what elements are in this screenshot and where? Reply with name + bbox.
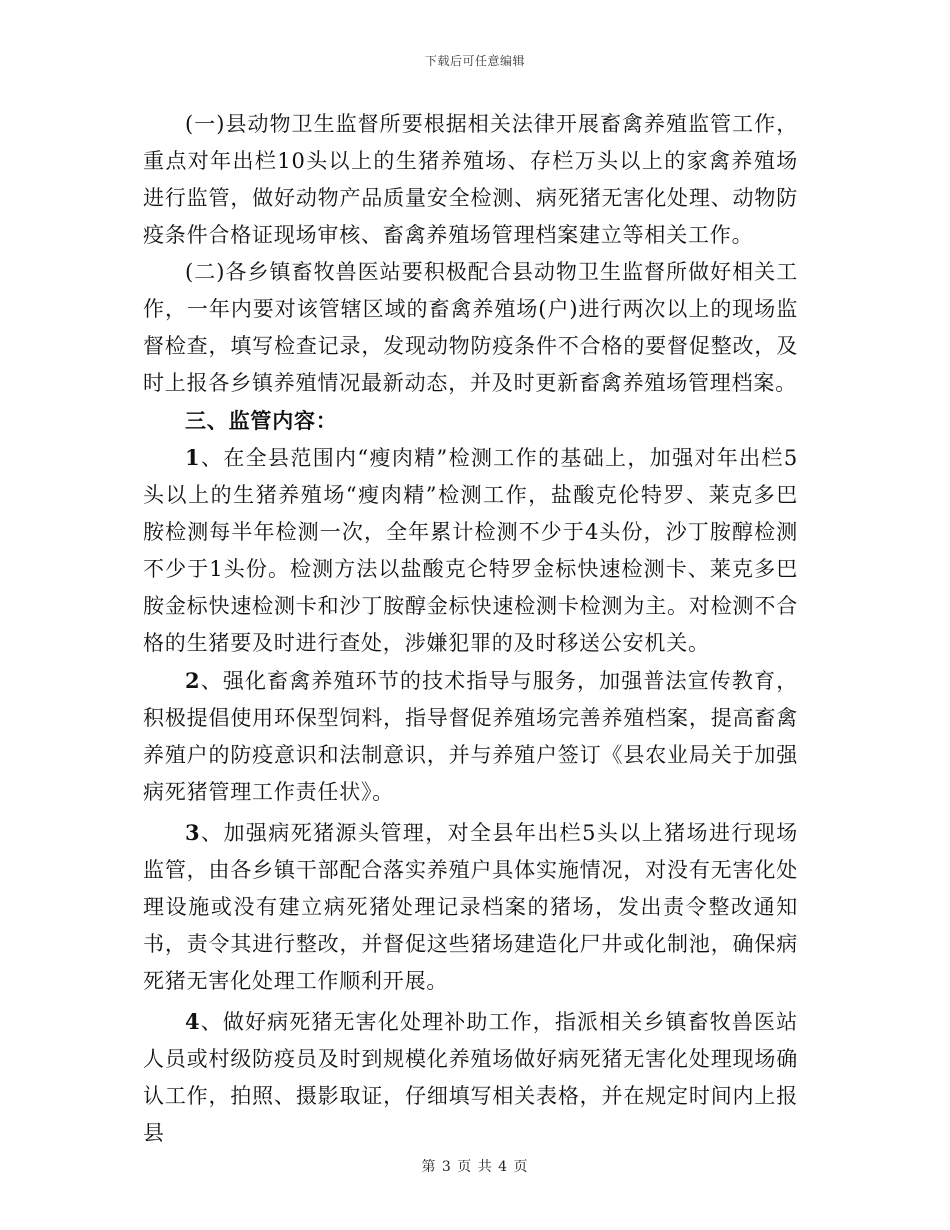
- paragraph-2: [143, 254, 798, 402]
- item-4-text: 、做好病死猪无害化处理补助工作，指派相关乡镇畜牧兽医站人员或村级防疫员及时到规模化养殖场做好病死猪无害化处理现场确认工作，拍照、摄影取证，仔细填写相关表格，并在规定时间内上报县: [143, 1010, 798, 1145]
- item-3-number: 3: [185, 820, 201, 845]
- page-footer: 第 3 页 共 4 页: [421, 1159, 529, 1175]
- item-1-text: 、在全县范围内“瘦肉精”检测工作的基础上，加强对年出栏5头以上的生猪养殖场“瘦肉精”检测工作，盐酸克伦特罗、莱克多巴胺检测每半年检测一次，全年累计检测不少于4头份，沙丁胺醇检测不少于1头份。检测方法以盐酸克仑特罗金标快速检测卡、莱克多巴胺金标快速检测卡和沙丁胺醇金标快速检测卡检测为主。对检测不合格的生猪要及时进行查处，涉嫌犯罪的及时移送公安机关。: [143, 446, 798, 655]
- paragraph-item-2: [143, 662, 798, 811]
- item-2-number: 2: [185, 668, 201, 693]
- item-3-text: 、加强病死猪源头管理，对全县年出栏5头以上猪场进行现场监管，由各乡镇干部配合落实养殖户具体实施情况，对没有无害化处理设施或没有建立病死猪处理记录档案的猪场，发出责令整改通知书，责令其进行整改，并督促这些猪场建造化尸井或化制池，确保病死猪无害化处理工作顺利开展。: [143, 821, 798, 993]
- paragraph-item-4: [143, 1003, 798, 1152]
- page-header: 下载后可任意编辑: [424, 54, 525, 68]
- paragraph-item-1: [143, 439, 798, 662]
- section-heading: [143, 402, 798, 439]
- item-4-number: 4: [185, 1009, 201, 1034]
- paragraph-1: [143, 106, 798, 254]
- section-heading-text: 三、监管内容：: [185, 408, 338, 433]
- item-1-number: 1: [185, 445, 201, 470]
- paragraph-1-text: (一)县动物卫生监督所要根据相关法律开展畜禽养殖监管工作，重点对年出栏10头以上的生猪养殖场、存栏万头以上的家禽养殖场进行监管，做好动物产品质量安全检测、病死猪无害化处理、动物防疫条件合格证现场审核、畜禽养殖场管理档案建立等相关工作。: [143, 112, 798, 247]
- paragraph-2-text: (二)各乡镇畜牧兽医站要积极配合县动物卫生监督所做好相关工作，一年内要对该管辖区域的畜禽养殖场(户)进行两次以上的现场监督检查，填写检查记录，发现动物防疫条件不合格的要督促整改，及时上报各乡镇养殖情况最新动态，并及时更新畜禽养殖场管理档案。: [143, 260, 798, 395]
- paragraph-item-3: [143, 814, 798, 1000]
- document-body: [143, 106, 798, 1152]
- item-2-text: 、强化畜禽养殖环节的技术指导与服务，加强普法宣传教育，积极提倡使用环保型饲料，指导督促养殖场完善养殖档案，提高畜禽养殖户的防疫意识和法制意识，并与养殖户签订《县农业局关于加强病死猪管理工作责任状》。: [143, 669, 798, 804]
